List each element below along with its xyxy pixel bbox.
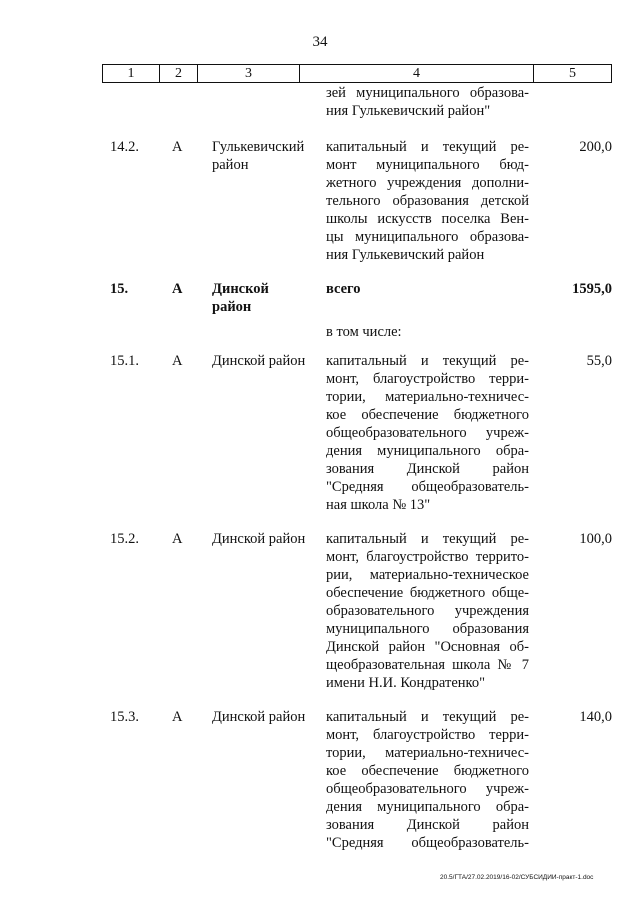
- desc-line: монт муниципального бюд-: [326, 157, 529, 173]
- row-number: 15.1.: [110, 353, 139, 369]
- row-description: [326, 138, 529, 264]
- row-description: [326, 352, 529, 514]
- desc-line: тельного образования детской: [326, 193, 529, 209]
- row-category: А: [172, 353, 183, 369]
- desc-line: имени Н.И. Кондратенко": [326, 675, 485, 691]
- header-col-5: 5: [569, 66, 576, 81]
- continued-description: [326, 84, 529, 120]
- row-category: А: [172, 531, 183, 547]
- row-sum: 100,0: [579, 531, 612, 547]
- row-description: [326, 708, 529, 852]
- row-district: Гулькевичский район: [212, 139, 305, 173]
- row-sum: 140,0: [579, 709, 612, 725]
- desc-line: тории, материально-техничес-: [326, 745, 529, 761]
- desc-line: капитальный и текущий ре-: [326, 139, 529, 155]
- desc-line: капитальный и текущий ре-: [326, 531, 529, 547]
- row-number: 15.3.: [110, 709, 139, 725]
- table-header: [102, 64, 612, 83]
- desc-line: "Средняя общеобразователь-: [326, 835, 529, 851]
- desc-line: тории, материально-техничес-: [326, 389, 529, 405]
- desc-line: "Средняя общеобразователь-: [326, 479, 529, 495]
- page-number: 34: [312, 34, 328, 50]
- desc-line: капитальный и текущий ре-: [326, 709, 529, 725]
- desc-line: монт, благоустройство террито-: [326, 549, 529, 565]
- row-district: Динской район: [212, 353, 306, 369]
- row-number: 15.2.: [110, 531, 139, 547]
- desc-line: дения муниципального обра-: [326, 443, 529, 459]
- row-district: Динской район: [212, 531, 306, 547]
- desc-line: монт, благоустройство терри-: [326, 727, 529, 743]
- desc-line: капитальный и текущий ре-: [326, 353, 529, 369]
- desc-line: муниципального образования: [326, 621, 529, 637]
- row-district: Динской район: [212, 281, 269, 315]
- row-number: 14.2.: [110, 139, 139, 155]
- row-sum: 200,0: [579, 139, 612, 155]
- desc-line: школы искусств поселка Вен-: [326, 211, 529, 227]
- desc-line: зования Динской район: [326, 461, 529, 477]
- desc-line: зования Динской район: [326, 817, 529, 833]
- header-col-3: 3: [198, 65, 300, 82]
- desc-line: дения муниципального обра-: [326, 799, 529, 815]
- desc-line: щеобразовательная школа № 7: [326, 657, 529, 673]
- desc-line: ния Гулькевичский район": [326, 103, 491, 119]
- row-description: [326, 530, 529, 692]
- header-col-4: 4: [300, 65, 534, 82]
- row-number: 15.: [110, 281, 129, 297]
- row-category: А: [172, 281, 183, 297]
- desc-line: кое обеспечение бюджетного: [326, 763, 529, 779]
- desc-line: обеспечение бюджетного обще-: [326, 585, 529, 601]
- desc-line: монт, благоустройство терри-: [326, 371, 529, 387]
- row-category: А: [172, 709, 183, 725]
- desc-line: Динской район "Основная об-: [326, 639, 529, 655]
- row-district: Динской район: [212, 709, 306, 725]
- file-path-footer: 20.5/ГТА/27.02.2019/16-02/СУБСИДИИ-практ-1.doc: [440, 874, 594, 881]
- desc-line: жетного учреждения дополни-: [326, 175, 529, 191]
- desc-line: цы муниципального образова-: [326, 229, 529, 245]
- desc-line: ния Гулькевичский район: [326, 247, 485, 263]
- desc-line: ная школа № 13": [326, 497, 431, 513]
- desc-line: зей муниципального образова-: [326, 85, 529, 101]
- row-category: А: [172, 139, 183, 155]
- desc-line: рии, материально-техническое: [326, 567, 529, 583]
- desc-line: кое обеспечение бюджетного: [326, 407, 529, 423]
- subheading: в том числе:: [326, 324, 402, 340]
- row-sum: 55,0: [586, 353, 612, 369]
- row-description-total: всего: [326, 281, 361, 297]
- desc-line: образовательного учреждения: [326, 603, 529, 619]
- row-sum-total: 1595,0: [572, 281, 612, 297]
- desc-line: общеобразовательного учреж-: [326, 781, 529, 797]
- desc-line: общеобразовательного учреж-: [326, 425, 529, 441]
- header-col-1: 1: [103, 65, 160, 82]
- header-col-2: 2: [160, 65, 198, 82]
